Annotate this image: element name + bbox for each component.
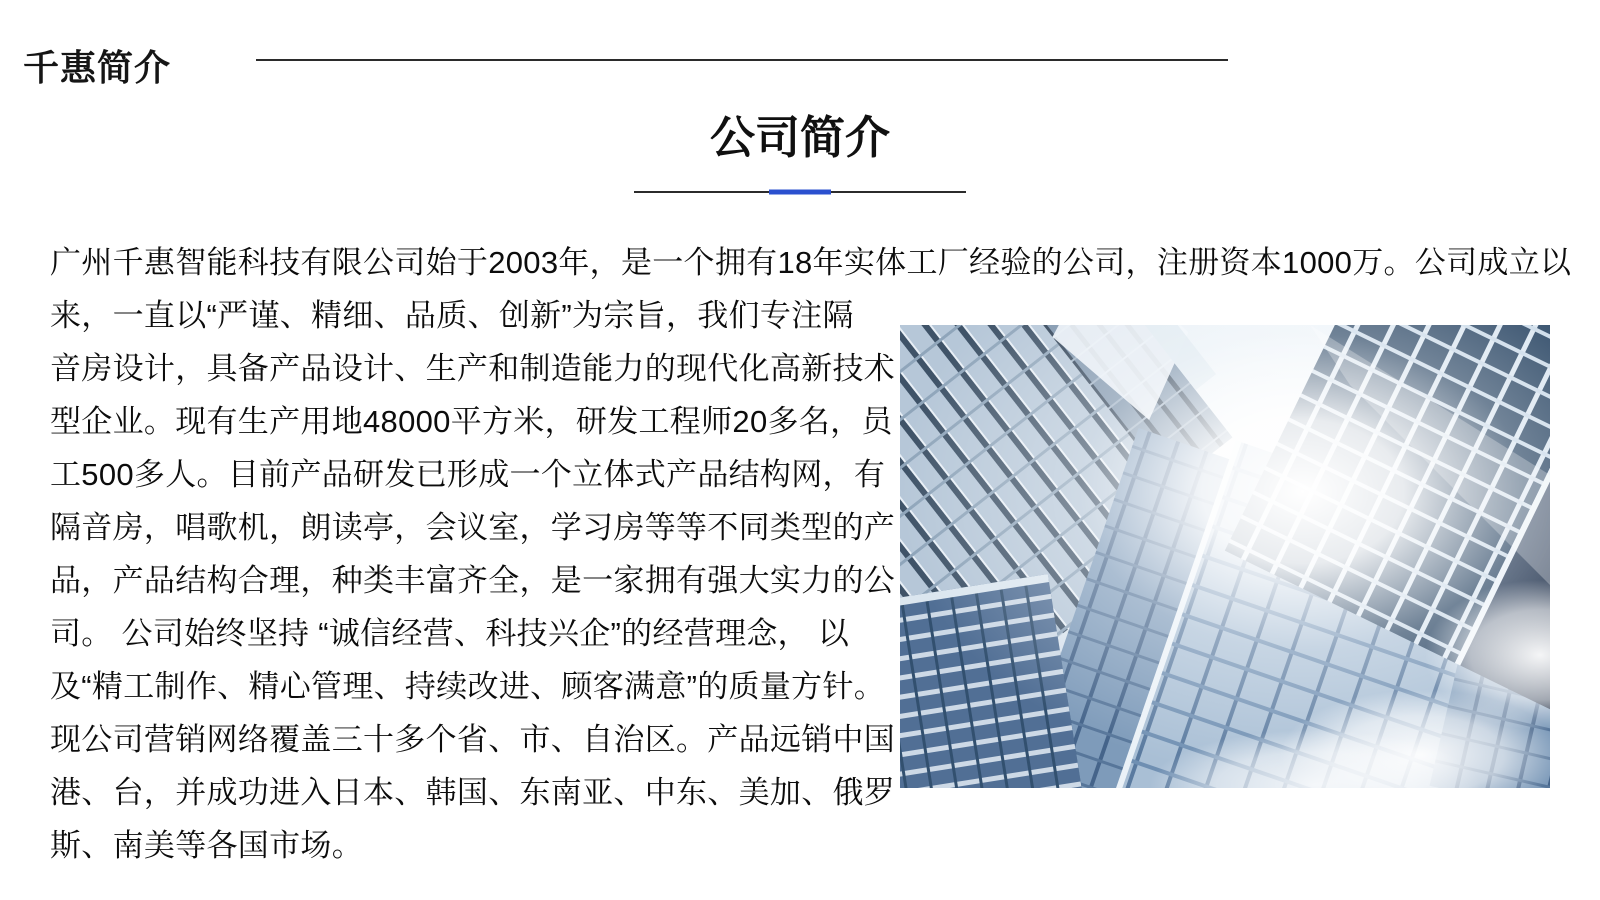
description-line-12: 斯、南美等各国市场。 [50, 828, 363, 863]
skyscrapers-illustration [900, 325, 1550, 788]
sun-glow-front [900, 325, 1550, 788]
description-line-10: 现公司营销网络覆盖三十多个省、市、自治区。产品远销中国 [50, 722, 896, 757]
title-divider-accent [769, 190, 831, 195]
description-line-11: 港、台，并成功进入日本、韩国、东南亚、中东、美加、俄罗 [50, 775, 896, 810]
description-line-2: 来，一直以“严谨、精细、品质、创新”为宗旨，我们专注隔 [50, 298, 854, 333]
description-line-4: 型企业。现有生产用地48000平方米，研发工程师20多名，员 [50, 404, 893, 439]
skyscrapers-photo [900, 325, 1550, 788]
description-line-5: 工500多人。目前产品研发已形成一个立体式产品结构网，有 [50, 457, 886, 492]
description-line-1: 广州千惠智能科技有限公司始于2003年，是一个拥有18年实体工厂经验的公司，注册资本1000万。公司成立以 [50, 245, 1572, 280]
description-line-6: 隔音房，唱歌机，朗读亭，会议室，学习房等等不同类型的产 [50, 510, 896, 545]
description-line-3: 音房设计，具备产品设计、生产和制造能力的现代化高新技术 [50, 351, 896, 386]
title-divider [634, 191, 966, 193]
page-heading: 千惠简介 [23, 47, 172, 88]
description-line-9: 及“精工制作、精心管理、持续改进、顾客满意”的质量方针。 [50, 669, 886, 704]
description-line-7: 品，产品结构合理，种类丰富齐全，是一家拥有强大实力的公 [50, 563, 896, 598]
description-line-8: 司。 公司始终坚持 “诚信经营、科技兴企”的经营理念， 以 [50, 616, 850, 651]
header-divider [256, 59, 1228, 61]
section-title: 公司简介 [709, 112, 890, 163]
